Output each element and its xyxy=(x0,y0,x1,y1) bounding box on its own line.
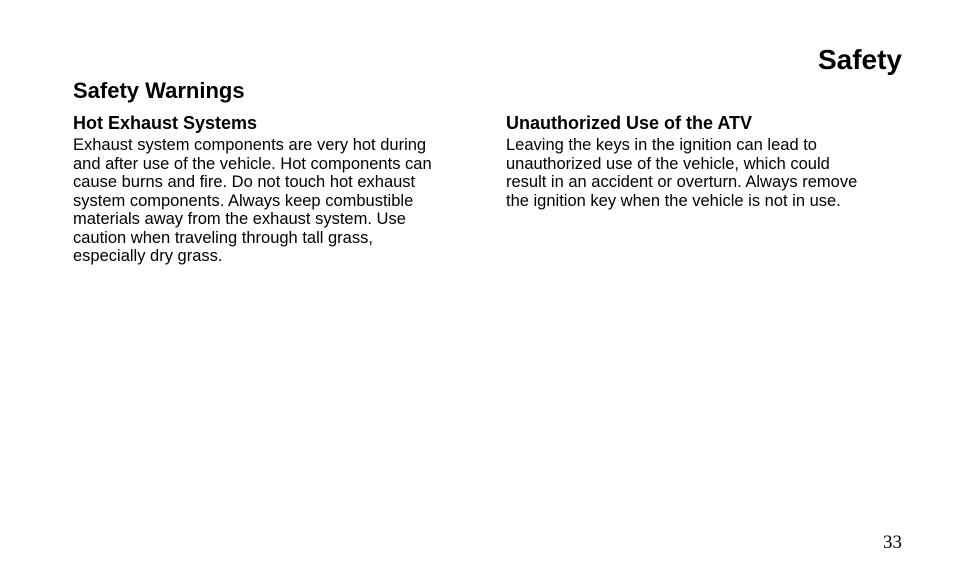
column-unauthorized-use xyxy=(506,112,906,210)
page-number: 33 xyxy=(883,532,902,553)
paragraph-unauthorized-use: Leaving the keys in the ignition can lead to unauthorized use of the vehicle, which could result in an accident or overturn. Always remove the ignition key when the vehicle is not in use. xyxy=(506,136,858,210)
paragraph-hot-exhaust: Exhaust system components are very hot during and after use of the vehicle. Hot components can cause burns and fire. Do not touch hot exhaust system components. Always keep combustible materials away from the exhaust system. Use caution when traveling through tall grass, especially dry grass. xyxy=(73,136,432,265)
column-hot-exhaust xyxy=(73,112,473,266)
page-title: Safety xyxy=(817,44,902,75)
subsection-title-unauthorized-use: Unauthorized Use of the ATV xyxy=(506,113,753,133)
subsection-title-hot-exhaust: Hot Exhaust Systems xyxy=(73,113,258,133)
section-title: Safety Warnings xyxy=(73,78,245,103)
